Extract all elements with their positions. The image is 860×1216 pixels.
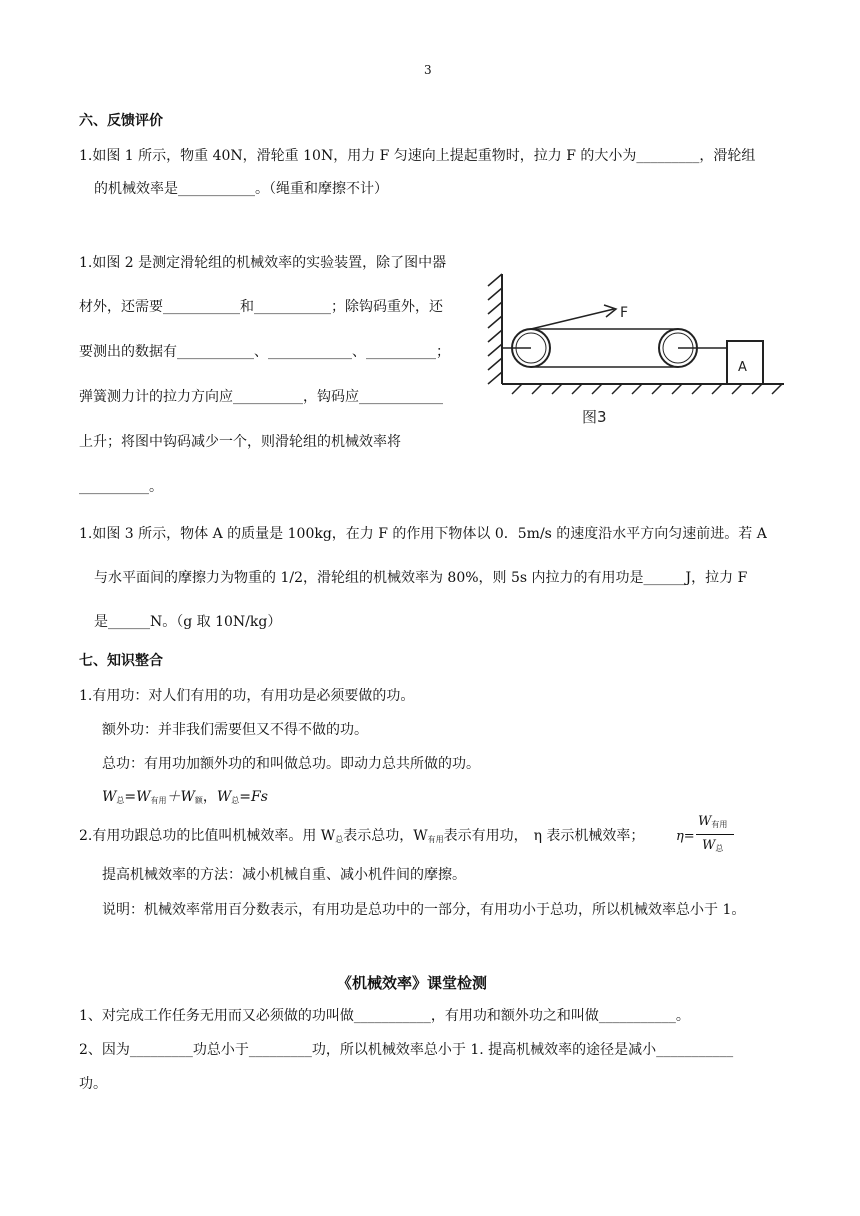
question-2-line-3: 要测出的数据有___________、____________、__________； (79, 344, 450, 360)
quiz-question-1: 1、对完成工作任务无用而又必须做的功叫做___________，有用功和额外功之和叫做___________。 (79, 1008, 690, 1024)
definition-text: η 表示机械效率； (533, 828, 645, 844)
knowledge-line-3: 总功：有用功加额外功的和叫做总功。即动力总共所做的功。 (102, 756, 480, 772)
question-3-line-3: 是______N。（g 取 10N/kg） (94, 614, 282, 630)
question-3-line-1: 1.如图 3 所示，物体 A 的质量是 100kg，在力 F 的作用下物体以 0．5m/s 的速度沿水平方向匀速前进。若 A (79, 526, 767, 542)
quiz-question-2-line-1: 2、因为_________功总小于_________功，所以机械效率总小于 1. 提高机械效率的途径是减小___________ (79, 1042, 734, 1058)
page-number: 3 (424, 63, 432, 77)
quiz-title: 《机械效率》课堂检测 (337, 974, 488, 992)
section-heading-knowledge: 七、知识整合 (79, 653, 163, 669)
block-label: A (738, 360, 747, 375)
definition-text: 表示有用功， (443, 828, 528, 844)
question-3-line-2: 与水平面间的摩擦力为物重的 1/2，滑轮组的机械效率为 80%，则 5s 内拉力的有用功是______J，拉力 F (94, 570, 748, 586)
question-2-line-4: 弹簧测力计的拉力方向应__________，钩码应____________ (79, 389, 443, 405)
formula-sub: 有用 (150, 796, 167, 805)
knowledge-line-2: 额外功：并非我们需要但又不得不做的功。 (102, 722, 368, 738)
knowledge-line-7: 说明：机械效率常用百分数表示，有用功是总功中的一部分，有用功小于总功，所以机械效率总小于 1。 (102, 902, 746, 918)
efficiency-formula (672, 815, 752, 859)
formula-w: W (102, 789, 117, 805)
formula-w: W (702, 838, 716, 853)
formula-plus: ＋W (166, 789, 195, 805)
subscript: 有用 (427, 835, 444, 844)
question-2-line-6: __________。 (79, 479, 163, 495)
formula-comma: ， (202, 789, 217, 805)
definition-text: 2.有用功跟总功的比值叫机械效率。用 W (79, 828, 336, 844)
force-label: F (620, 305, 629, 321)
knowledge-line-1: 1.有用功：对人们有用的功，有用功是必须要做的功。 (79, 688, 415, 704)
figure-caption: 图3 (582, 408, 607, 426)
section-heading-feedback: 六、反馈评价 (79, 113, 163, 129)
formula-eq: =W (124, 789, 151, 805)
subscript: 有用 (711, 820, 728, 829)
wall-hatching (488, 274, 502, 384)
fraction-bar (696, 834, 734, 835)
fraction-denominator (702, 839, 723, 853)
fraction-numerator (698, 815, 727, 829)
formula-w: W (216, 789, 232, 805)
question-1-line-1: 1.如图 1 所示，物重 40N，滑轮重 10N，用力 F 匀速向上提起重物时，拉力 F 的大小为_________，滑轮组 (79, 148, 756, 164)
formula-sub: 额 (194, 796, 203, 805)
eta-symbol: η= (676, 829, 695, 844)
work-formula (102, 790, 268, 805)
question-2-line-2: 材外，还需要___________和___________；除钩码重外，还 (79, 299, 443, 315)
question-1-line-2: 的机械效率是___________。（绳重和摩擦不计） (94, 181, 388, 197)
knowledge-line-6: 提高机械效率的方法：减小机械自重、减小机件间的摩擦。 (102, 867, 466, 883)
formula-w: W (698, 814, 712, 829)
rope-free-end (531, 309, 614, 329)
efficiency-definition (79, 829, 644, 844)
subscript: 总 (335, 835, 344, 844)
formula-sub: 总 (231, 796, 240, 805)
quiz-question-2-line-2: 功。 (79, 1076, 107, 1092)
question-2-line-1: 1.如图 2 是测定滑轮组的机械效率的实验装置，除了图中器 (79, 255, 447, 271)
subscript: 总 (715, 844, 724, 853)
ground-hatching (512, 384, 782, 394)
formula-sub: 总 (116, 796, 125, 805)
pulley-figure (482, 262, 788, 432)
definition-text: 表示总功，W (343, 828, 428, 844)
question-2-line-5: 上升；将图中钩码减少一个，则滑轮组的机械效率将 (79, 434, 401, 450)
formula-eq: =Fs (239, 789, 268, 805)
